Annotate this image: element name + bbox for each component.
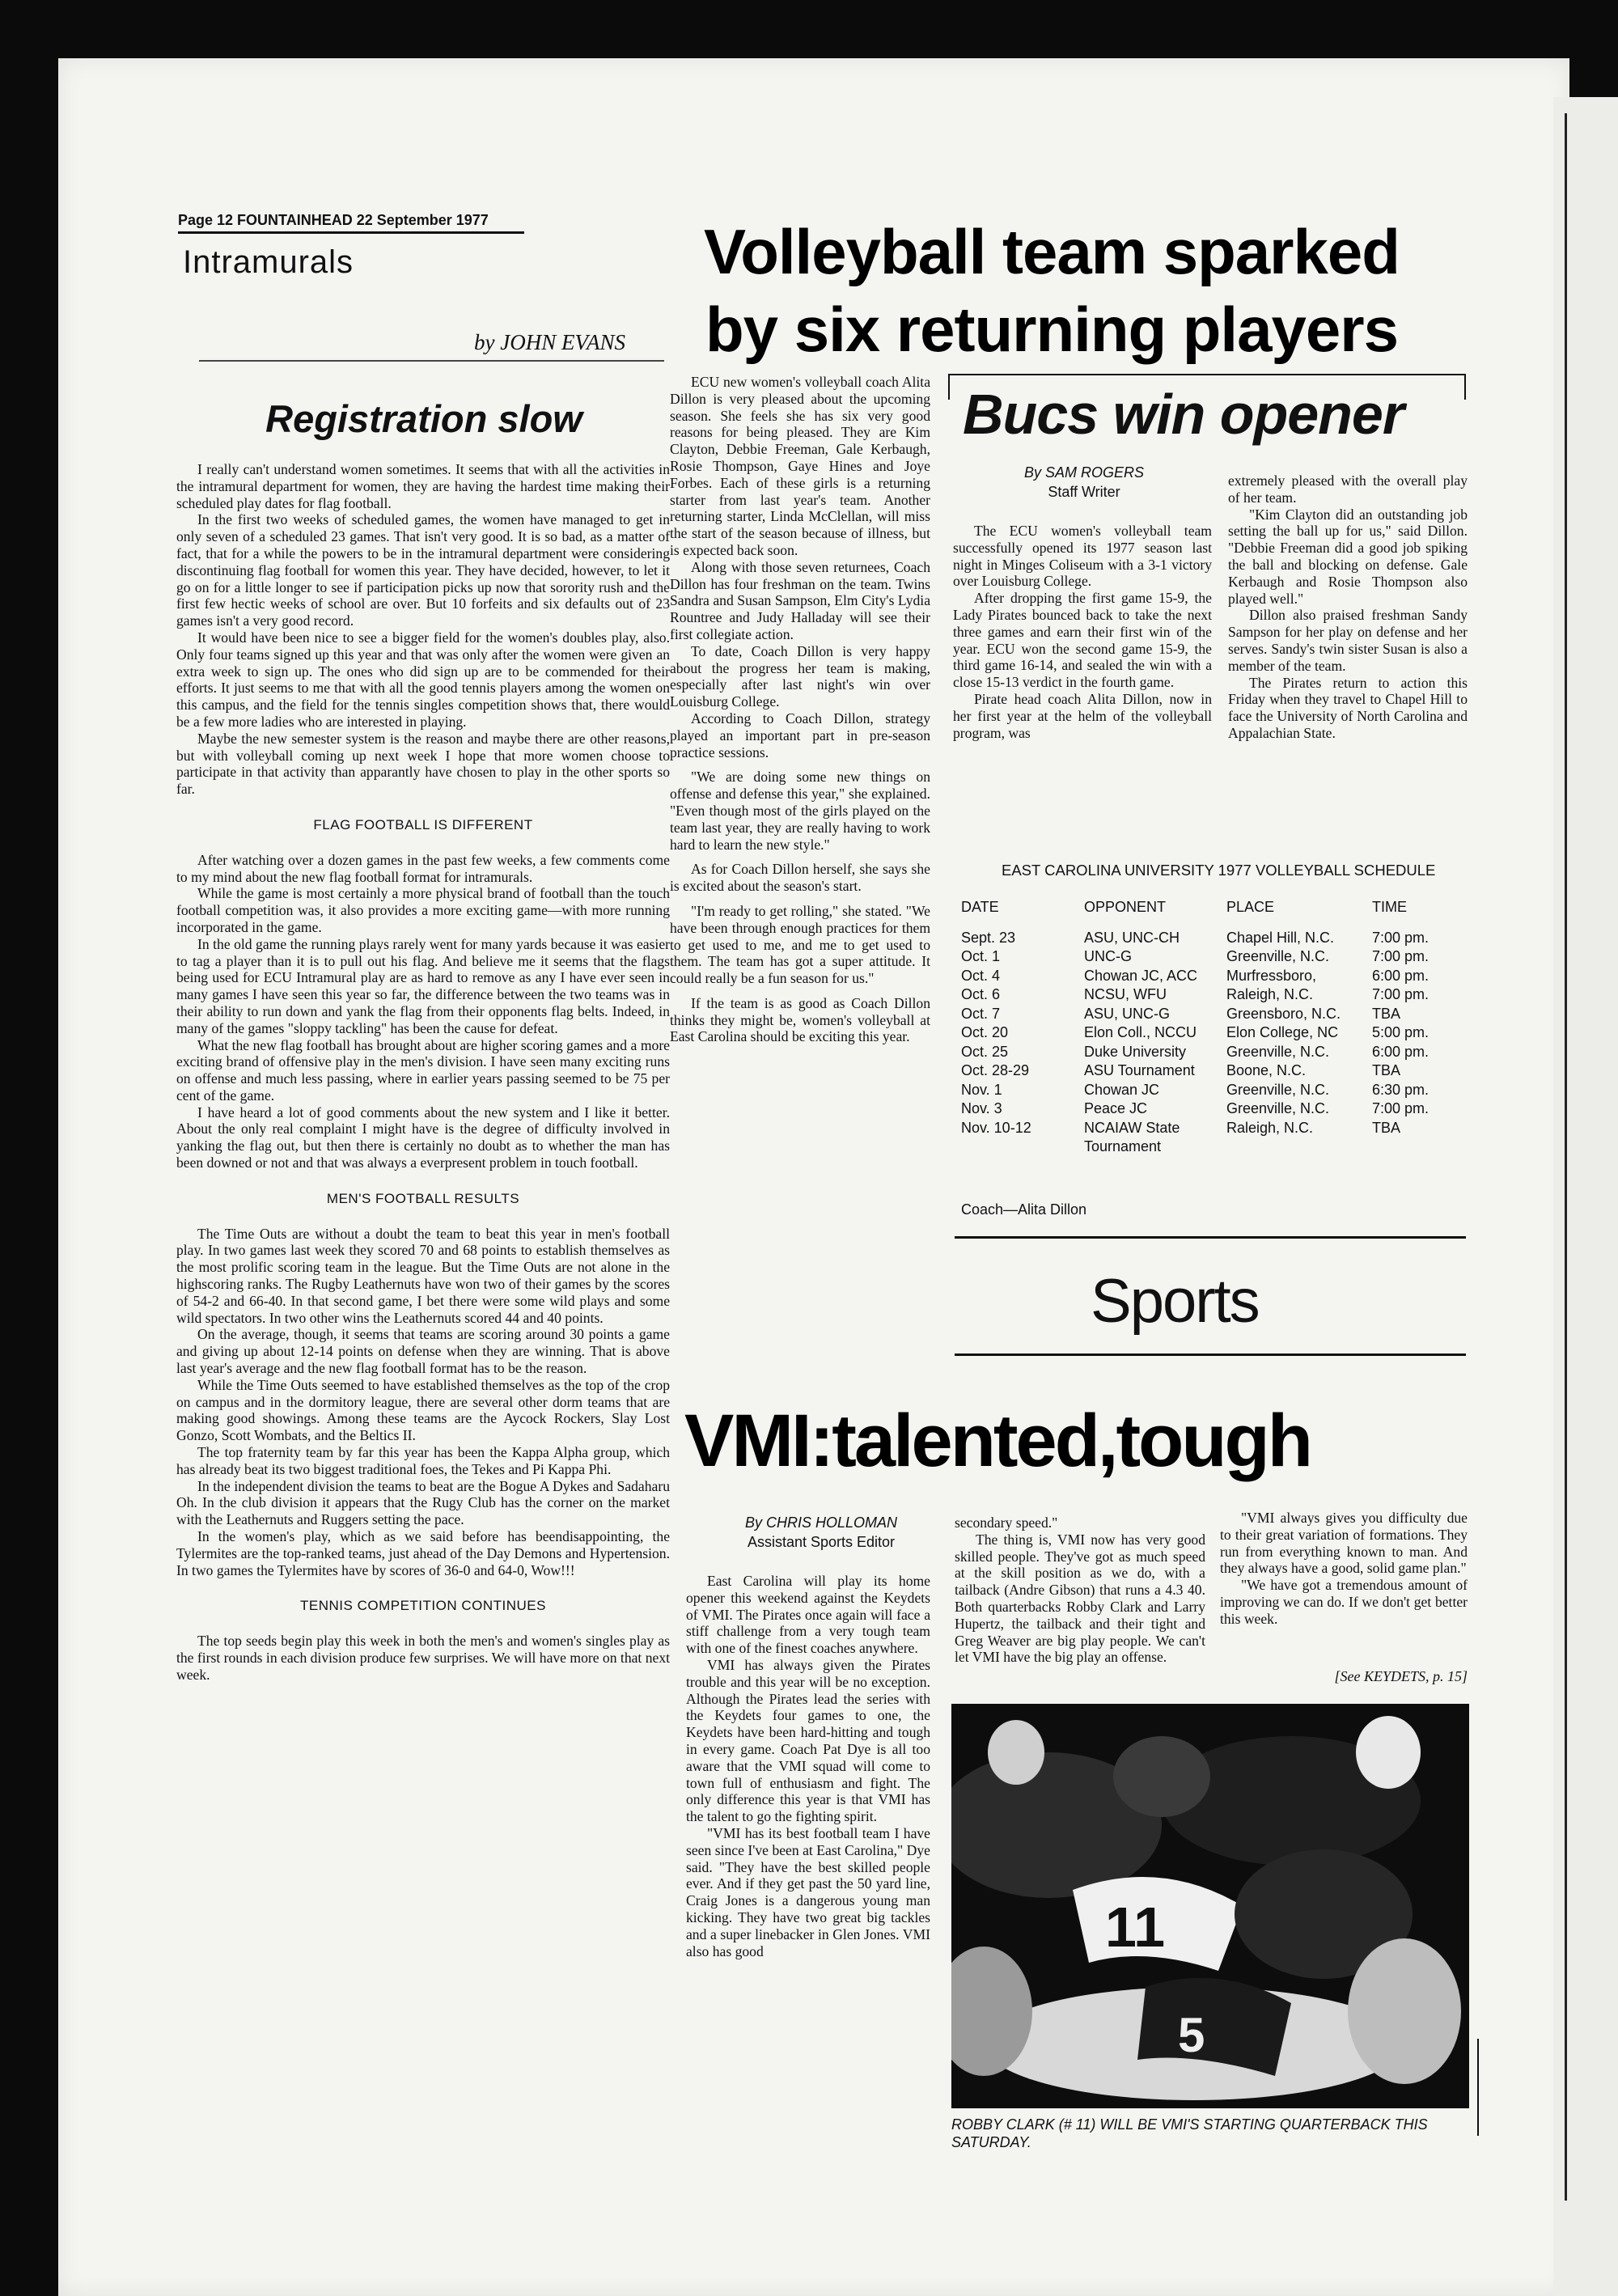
schedule-row (961, 1005, 1461, 1024)
schedule-opponent: Chowan JC (1084, 1081, 1160, 1098)
schedule-date: Nov. 10-12 (961, 1119, 1031, 1136)
schedule-date: Oct. 28-29 (961, 1062, 1030, 1078)
schedule-time: 7:00 pm. (1372, 948, 1430, 964)
bucs-article-col2: extremely pleased with the overall play of her team. "Kim Clayton did an outstanding job setting the ball up for us," said Dillon. "Debbie Freeman did a good job spiking the ball and blocking on defense. Gale Kerbaugh and Rosie Thompson also played well." Dillon also praised freshman Sandy Sampson for her play on defense and her serves. Sandy's twin sister Susan is also a member of the team. The Pirates return to action this Friday when they travel to Chapel Hill to face the University of North Carolina and Appalachian State. (1228, 472, 1468, 741)
masthead: Page 12 FOUNTAINHEAD 22 September 1977 (178, 212, 489, 228)
headline-bucs-win-opener: Bucs win opener (963, 383, 1404, 446)
schedule-time: 6:00 pm. (1372, 1043, 1430, 1060)
vmi-jump-reference: [See KEYDETS, p. 15] (1334, 1668, 1468, 1684)
schedule-col-time: TIME (1372, 899, 1407, 915)
schedule-table (961, 898, 1461, 1157)
schedule-opponent: Chowan JC, ACC (1084, 967, 1198, 984)
headline-vmi: VMI:talented,tough (684, 1400, 1311, 1482)
schedule-opponent: ASU, UNC-G (1084, 1005, 1171, 1022)
schedule-time: TBA (1372, 1062, 1401, 1078)
byline-assistant-sports-editor: Assistant Sports Editor (747, 1534, 896, 1550)
vmi-article-col1: East Carolina will play its home opener this weekend against the Keydets of VMI. The Pirates once again will face a stiff challenge from a very tough team with one of the finest coaches anywhere. VMI has always given the Pirates trouble and this year will be no exception. Although the Pirates lead the series with the Keydets four games to one, the Keydets have been hard-hitting and tough in every game. Coach Pat Dye is all too aware that the VMI squad will come to town full of enthusiasm and fight. The only difference this year is that VMI has the talent to go the fighting spirit. "VMI has its best football team I have seen since I've been at East Carolina," Dye said. "They have the best skilled people ever. And if they get past the 50 yard line, Craig Jones is a dangerous young man kicking. They have two great big tackles and a super linebacker in Glen Jones. VMI also has good (686, 1573, 930, 1959)
schedule-date: Sept. 23 (961, 929, 1016, 946)
schedule-place: Greenville, N.C. (1226, 1081, 1330, 1098)
schedule-place: Greensboro, N.C. (1226, 1005, 1341, 1022)
schedule-place: Murfressboro, (1226, 967, 1317, 984)
schedule-opponent: Duke University (1084, 1043, 1187, 1060)
volleyball-article: ECU new women's volleyball coach Alita Dillon is very pleased about the upcoming season. She feels she has six very good reasons for being pleased. They are Kim Clayton, Debbie Freeman, Gale Kerbaugh, Rosie Thompson, Gaye Hines and Joye Forbes. Each of these girls is a returning starter from last year's team. Another returning starter, Linda McClellan, will miss the start of the season because of illness, but is expected back soon. Along with those seven returnees, Coach Dillon has four freshman on the team. Twins Sandra and Susan Sampson, Elm City's Lydia Rountree and Judy Halladay will see their first collegiate action. To date, Coach Dillon is very happy about the progress her team is making, especially after last night's win over Louisburg College. According to Coach Dillon, strategy played an important part in pre-season practice sessions. "We are doing some new things on offense and defense this year," she explained. "Even though most of the girls played on the team last year, they are really having to work hard to learn the new style." As for Coach Dillon herself, she says she is excited about the season's start. "I'm ready to get rolling," she stated. "We have been through enough practices for them to get used to me, and me to get used to them. The team has got a super attitude. It could really be a fun season for us." If the team is as good as Coach Dillon thinks they might be, women's volleyball at East Carolina should be exciting this year. (670, 374, 930, 1045)
schedule-date: Oct. 6 (961, 986, 1001, 1002)
schedule-row (961, 967, 1461, 986)
schedule-coach: Coach—Alita Dillon (961, 1201, 1087, 1218)
headline-volleyball-line2: by six returning players (705, 294, 1398, 365)
football-photo (951, 1704, 1469, 2108)
schedule-place: Elon College, NC (1226, 1024, 1339, 1040)
schedule-col-place: PLACE (1226, 899, 1275, 915)
svg-text:5: 5 (1178, 2008, 1205, 2062)
subhead-flag-football: FLAG FOOTBALL IS DIFFERENT (313, 816, 533, 832)
bucs-box-left-tick (948, 374, 950, 400)
tennis-section: The top seeds begin play this week in both the men's and women's singles play as the first rounds in each division produce few surprises. We will have more on that next week. (176, 1633, 670, 1683)
schedule-place: Raleigh, N.C. (1226, 986, 1314, 1002)
photo-caption: ROBBY CLARK (# 11) WILL BE VMI'S STARTING QUARTERBACK THIS SATURDAY. (951, 2116, 1428, 2150)
schedule-date: Oct. 4 (961, 967, 1001, 984)
schedule-bottom-rule (955, 1236, 1466, 1239)
schedule-row (961, 1043, 1461, 1062)
schedule-col-date: DATE (961, 899, 999, 915)
schedule-time: 7:00 pm. (1372, 929, 1430, 946)
caption-side-rule (1477, 2039, 1479, 2136)
schedule-date: Nov. 1 (961, 1081, 1002, 1098)
section-label-sports: Sports (1091, 1267, 1259, 1336)
schedule-opponent: Elon Coll., NCCU (1084, 1024, 1197, 1040)
schedule-time: 7:00 pm. (1372, 1100, 1430, 1116)
sports-bottom-rule (955, 1353, 1466, 1356)
byline-rule (199, 360, 664, 362)
schedule-opponent: Peace JC (1084, 1100, 1148, 1116)
schedule-time: 6:00 pm. (1372, 967, 1430, 984)
schedule-row (961, 1119, 1461, 1157)
schedule-date: Oct. 7 (961, 1005, 1001, 1022)
intramurals-intro: I really can't understand women sometimes. It seems that with all the activities in the intramural department for women, they are having the hardest time making their scheduled play dates for flag football. In the first two weeks of scheduled games, the women have managed to get in only seven of a scheduled 23 games. That isn't very good. It is so bad, as a matter of fact, that for a while the powers to be in the intramural department were considering discontinuing flag football for women this year. They have decided, however, to let it go on for a little longer to see if participation picks up now that sorority rush and the first few hectic weeks of school are over. But 10 forfeits and six defaults out of 23 games isn't a very good record. It would have been nice to see a bigger field for the women's doubles play, also. Only four teams signed up this year and that was only after the women were given an extra week to sign up. The ones who did sign up are to be commended for their efforts. It just seems to me that with all the good tennis players among the women on this campus, and the field for the tennis singles competition shows that, there would be a few more ladies who are interested in playing. Maybe the new semester system is the reason and maybe there are other reasons, but with volleyball coming up next week I hope that more women choose to participate in that activity than apparantly have chosen to play in the other sports so far. (176, 461, 670, 798)
schedule-place: Greenville, N.C. (1226, 948, 1330, 964)
schedule-place: Boone, N.C. (1226, 1062, 1307, 1078)
schedule-place: Greenville, N.C. (1226, 1043, 1330, 1060)
schedule-opponent: NCAIAW State Tournament (1084, 1119, 1180, 1154)
schedule-row (961, 1061, 1461, 1081)
schedule-opponent: UNC-G (1084, 948, 1132, 964)
schedule-row (961, 947, 1461, 967)
schedule-col-opponent: OPPONENT (1084, 899, 1167, 915)
schedule-opponent: ASU, UNC-CH (1084, 929, 1180, 946)
schedule-header-row (961, 898, 1461, 917)
schedule-opponent: ASU Tournament (1084, 1062, 1195, 1078)
schedule-row (961, 985, 1461, 1005)
section-title-intramurals: Intramurals (183, 244, 354, 280)
subhead-mens-football: MEN'S FOOTBALL RESULTS (326, 1190, 520, 1206)
schedule-date: Oct. 25 (961, 1043, 1009, 1060)
schedule-time: TBA (1372, 1005, 1401, 1022)
schedule-opponent: NCSU, WFU (1084, 986, 1167, 1002)
bucs-article-col1: The ECU women's volleyball team successfully opened its 1977 season last night in Minges Coliseum with a 3-1 victory over Louisburg College. After dropping the first game 15-9, the Lady Pirates bounced back to take the next three games and earn their first win of the year. ECU won the second game 15-9, the third game 16-14, and sealed the win with a close 15-13 verdict in the fourth game. Pirate head coach Alita Dillon, now in her first year at the helm of the volleyball program, was (953, 523, 1212, 741)
byline-chris-holloman: By CHRIS HOLLOMAN (744, 1514, 898, 1531)
schedule-row (961, 1099, 1461, 1119)
bucs-box-top-rule (948, 374, 1466, 375)
football-photo-illustration (951, 1704, 1469, 2108)
adjacent-page-edge (1553, 97, 1618, 2296)
schedule-row (961, 1081, 1461, 1100)
schedule-date: Oct. 1 (961, 948, 1001, 964)
subhead-tennis: TENNIS COMPETITION CONTINUES (300, 1598, 546, 1614)
byline-sam-rogers: By SAM ROGERS (1023, 464, 1145, 481)
intramurals-article (176, 461, 670, 1684)
schedule-place: Raleigh, N.C. (1226, 1119, 1314, 1136)
svg-text:11: 11 (1105, 1896, 1165, 1959)
vmi-article-col2: secondary speed." The thing is, VMI now has very good skilled people. They've got as much speed at the skill position as we do, with a tailback (Andre Gibson) that runs a 4.3 40. Both quarterbacks Robby Clark and Larry Hupertz, the tailback and their tight and Greg Weaver are big play people. We can't let VMI have the big play an offense. (955, 1514, 1205, 1666)
schedule-date: Oct. 20 (961, 1024, 1009, 1040)
schedule-place: Chapel Hill, N.C. (1226, 929, 1335, 946)
byline-john-evans: by JOHN EVANS (474, 330, 625, 354)
byline-staff-writer: Staff Writer (1048, 484, 1120, 500)
schedule-row (961, 929, 1461, 948)
masthead-rule (178, 231, 524, 234)
schedule-date: Nov. 3 (961, 1100, 1002, 1116)
schedule-time: 6:30 pm. (1372, 1081, 1430, 1098)
schedule-time: 7:00 pm. (1372, 986, 1430, 1002)
bucs-box-right-tick (1464, 374, 1466, 400)
headline-registration-slow: Registration slow (265, 397, 582, 440)
headline-volleyball-line1: Volleyball team sparked (704, 216, 1400, 287)
schedule-title: EAST CAROLINA UNIVERSITY 1977 VOLLEYBALL SCHEDULE (1002, 862, 1436, 879)
schedule-place: Greenville, N.C. (1226, 1100, 1330, 1116)
schedule-time: TBA (1372, 1119, 1401, 1136)
flag-football-section: After watching over a dozen games in the past few weeks, a few comments come to my mind about the new flag football format for intramurals. While the game is most certainly a more physical brand of football than the touch football competition was, it also provides a more exciting game—with more running incorporated in the game. In the old game the running plays rarely went for many yards because it was easier to tag a player than it is to pull out his flag. And believe me it seems that the flags being used for ECU Intramural play are as hard to remove as any I have ever seen in many games I have seen this year so far, the difference between the two teams was in their ability to run down and yank the flag from their opponents flag belts. Indeed, in many of the games "sloppy tackling" has been the cause for defeat. What the new flag football has brought about are higher scoring games and a more exciting brand of offensive play in the men's division. I have seen many exciting runs on offense and much less passing, where in earlier years passing seemed to be 75 per cent of the game. I have heard a lot of good comments about the new system and I like it better. About the only real complaint I might have is the degree of difficulty involved in yanking the flag out, but then there is certainly no doubt as to whether the man has been downed or not and that was always a everpresent problem in touch football. (176, 851, 670, 1171)
schedule-time: 5:00 pm. (1372, 1024, 1430, 1040)
schedule-row (961, 1023, 1461, 1043)
vmi-article-col3: "VMI always gives you difficulty due to their great variation of formations. They run from everything known to man. And they always have a good, solid game plan." "We have got a tremendous amount of improving we can do. If we don't get better this week. (1220, 1510, 1468, 1627)
mens-football-section: The Time Outs are without a doubt the team to beat this year in men's football play. In two games last week they scored 70 and 68 points to establish themselves as the most prolific scoring team in the league. But the Time Outs are not alone in the highscoring ranks. The Rugby Leathernuts have won two of their games by the scores of 54-2 and 66-40. In that second game, I bet there were some wild plays and some wild spectators. In two other wins the Leathernuts scored 44 and 40 points. On the average, though, it seems that teams are scoring around 30 points a game and giving up about 12-14 points on defense when they are winning. That is above last year's average and the new flag football format has to be the reason. While the Time Outs seemed to have established themselves as the top of the crop on campus and in the dormitory league, there are several other dorm teams that are making good showings. Among these teams are the Aycock Rockers, Slay Lost Gonzo, Scott Wombats, and the Beltics II. The top fraternity team by far this year has been the Kappa Alpha group, which has already beat its two biggest traditional foes, the Tekes and Pi Kappa Phi. In the independent division the teams to beat are the Bogue A Dykes and Sadaharu Oh. In the club division it appears that the Rugy Club has the corner on the market with the Leathernuts and Ruggers setting the pace. In the women's play, which as we said before has beendisappointing, the Tylermites are the top-ranked teams, just ahead of the Day Demons and Hypertension. In two games the Tylermites have by scores of 36-0 and 64-0, Wow!!! (176, 1225, 670, 1578)
volleyball-schedule (961, 898, 1463, 1157)
